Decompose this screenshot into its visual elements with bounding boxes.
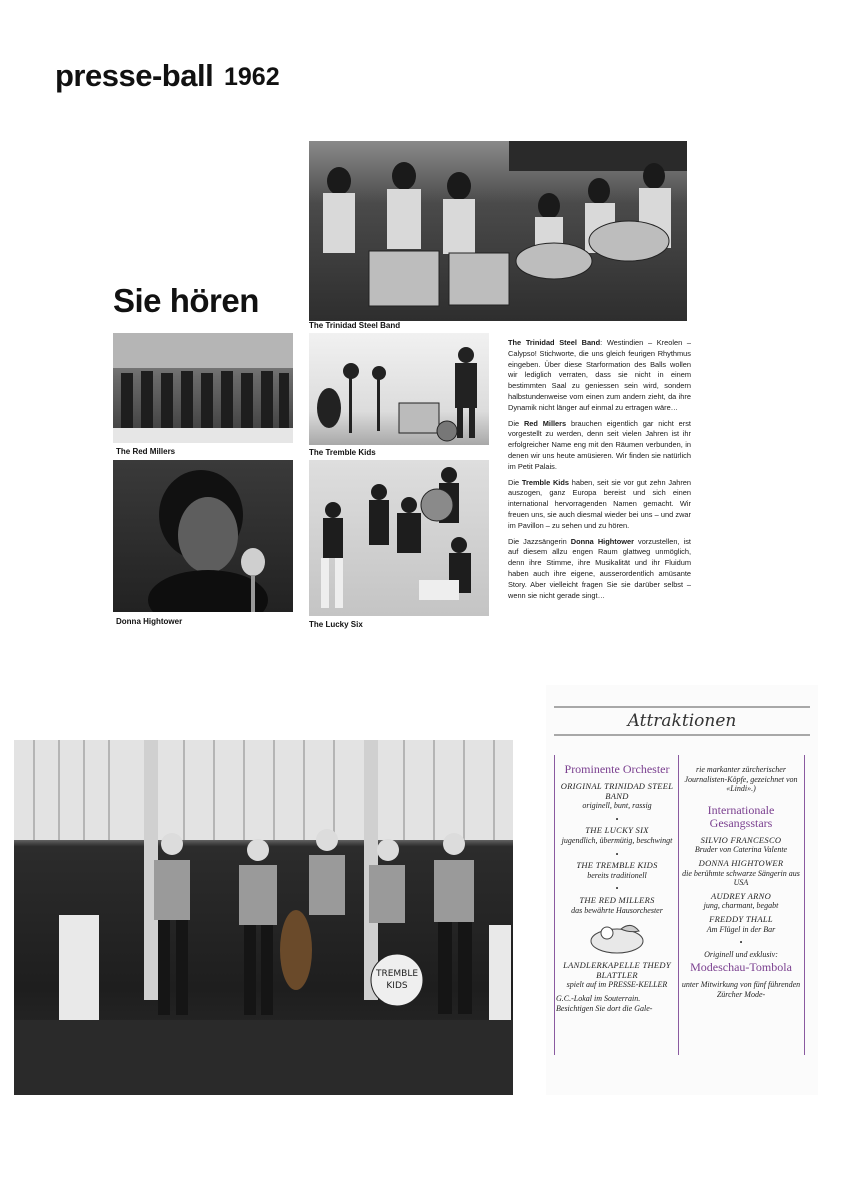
page-title: presse-ball xyxy=(55,58,214,93)
photo-lucky-six xyxy=(309,460,489,616)
card-divider xyxy=(554,755,555,1055)
caption-steel-band: The Trinidad Steel Band xyxy=(309,321,401,330)
drum-label: TREMBLE xyxy=(375,969,419,979)
photo-steel-band xyxy=(309,141,687,321)
card-item-desc: die berühmte schwarze Sängerin aus USA xyxy=(682,868,800,888)
card-item-desc: jugendlich, übermütig, beschwingt xyxy=(561,835,673,845)
program-card xyxy=(546,685,818,1095)
card-divider xyxy=(678,755,679,1055)
card-note: rie markanter zürcherischer Journalisten-Köpfe, gezeichnet von «Lindi».) xyxy=(684,765,798,794)
caption-donna: Donna Hightower xyxy=(116,617,183,626)
article-paragraph: Die Jazzsängerin Donna Hightower vorzustellen, ist auf diesem allzu engen Raum glattweg unmöglich, denn ihre Stimme, ihre Musikalität und ihr Fluidum haben auch ihre eigene, ausserordentlich amüsante Story. Aber vielleicht fragen Sie sie darüber selbst – wenn sie nicht gerade singt… xyxy=(508,536,691,600)
drum-label: KIDS xyxy=(386,981,408,991)
photo-donna-hightower xyxy=(113,460,293,612)
section-title: Sie hören xyxy=(113,282,259,319)
card-right-title: Internationale Gesangsstars xyxy=(707,802,775,830)
card-item-desc: jung, charmant, begabt xyxy=(703,901,779,911)
card-item-name: THE RED MILLERS xyxy=(579,894,655,905)
card-note: unter Mitwirkung von fünf führenden Zürcher Mode- xyxy=(681,980,801,999)
caption-tremble-kids: The Tremble Kids xyxy=(309,448,376,457)
card-item-name: SILVIO FRANCESCO xyxy=(700,834,782,845)
card-item-name: AUDREY ARNO xyxy=(710,890,772,901)
card-item-desc: bereits traditionell xyxy=(587,870,647,880)
page-year: 1962 xyxy=(224,63,280,91)
card-item-desc: spielt auf im PRESSE-KELLER xyxy=(566,980,668,990)
card-item-name: ORIGINAL TRINIDAD STEEL BAND xyxy=(560,781,674,801)
card-item-name: DONNA HIGHTOWER xyxy=(698,857,784,868)
card-dot: • xyxy=(739,938,743,948)
card-dot: • xyxy=(615,849,619,859)
card-column-right xyxy=(680,765,802,1000)
photo-red-millers xyxy=(113,333,293,443)
card-item-desc: Am Flügel in der Bar xyxy=(706,924,776,934)
article-paragraph: Die Red Millers brauchen eigentlich gar nicht erst vorgestellt zu werden, denn seit vielen Jahren ist ihr erfolgreicher Name eng mit den Räumen verbunden, in denen wir uns heute amüsieren. Wir finden sie natürlich im Petit Palais. xyxy=(508,418,691,471)
card-item-name: LANDLERKAPELLE THEDY BLATTLER xyxy=(563,960,671,980)
card-note: G.C.-Lokal im Souterrain. Besichtigen Sie dort die Gale- xyxy=(556,993,653,1013)
article-paragraph: Die Tremble Kids haben, seit sie vor gut zehn Jahren auszogen, ganz Europa bereist und sich einen international hervorragenden Namen gemacht. Wir freuen uns, sie auch diesmal wieder bei uns – und zwar im Pavillon – zu sehen und zu hören. xyxy=(508,477,691,530)
card-column-left xyxy=(556,763,678,1013)
card-item-name: THE LUCKY SIX xyxy=(585,825,649,836)
card-special-intro: Originell und exklusiv: xyxy=(704,949,778,959)
card-heading: Attraktionen xyxy=(627,711,737,731)
article-paragraph: The Trinidad Steel Band: Westindien – Kreolen – Calypso! Stichworte, die uns gleich feurigen Rhythmus eingeben. Über diese Starformation des Balls wollen wir lediglich verraten, dass sie nicht in einem bestimmten Saal zu geniessen sein wird, sondern halbstundenweise vom einen zum andern zieht, da ihre Dynamik nicht länger auf einmal zu ertragen wäre… xyxy=(508,338,692,412)
photo-band-stage xyxy=(14,740,513,1095)
card-left-title: Prominente Orchester xyxy=(564,762,670,776)
cherub-illustration xyxy=(577,919,657,959)
card-special-title: Modeschau-Tombola xyxy=(690,960,792,975)
caption-lucky-six: The Lucky Six xyxy=(309,620,363,629)
caption-red-millers: The Red Millers xyxy=(116,447,176,456)
card-divider xyxy=(804,755,805,1055)
article-text xyxy=(508,338,691,606)
photo-tremble-kids xyxy=(309,333,489,445)
card-item-name: FREDDY THALL xyxy=(709,913,773,924)
card-dot: • xyxy=(615,814,619,824)
card-item-desc: originell, bunt, rassig xyxy=(582,801,652,811)
card-dot: • xyxy=(615,884,619,894)
card-item-desc: Bruder von Caterina Valente xyxy=(694,845,788,855)
card-item-name: THE TREMBLE KIDS xyxy=(576,860,658,871)
card-item-desc: das bewährte Hausorchester xyxy=(571,905,663,915)
